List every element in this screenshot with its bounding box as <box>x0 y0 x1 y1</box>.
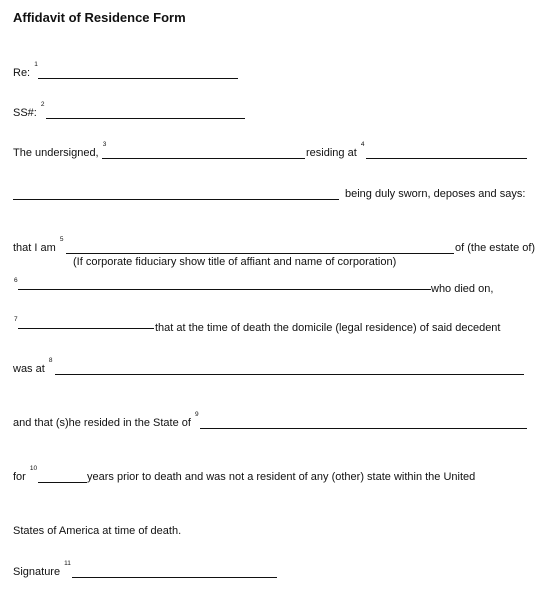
signature-field[interactable] <box>72 577 277 578</box>
estate-of-label: of (the estate of) <box>455 242 536 254</box>
who-died-on-label: who died on, <box>431 283 494 295</box>
signature-label: Signature <box>13 566 61 578</box>
address-continuation-field[interactable] <box>13 199 339 200</box>
footnote-11: 11 <box>64 560 71 567</box>
re-label-group <box>13 61 38 80</box>
undersigned-name-field[interactable] <box>102 158 305 159</box>
ss-label-group <box>13 101 45 120</box>
footnote-4: 4 <box>360 141 365 148</box>
footnote-7: 7 <box>14 316 18 323</box>
affiant-title-field[interactable] <box>66 253 454 254</box>
footnote-1: 1 <box>34 61 38 68</box>
i-am-label: that I am <box>13 242 56 254</box>
footnote-5: 5 <box>59 236 64 243</box>
state-label: and that (s)he resided in the State of <box>13 417 191 429</box>
footnote-9: 9 <box>195 411 199 418</box>
corporate-fiduciary-hint: (If corporate fiduciary show title of affiant and name of corporation) <box>73 256 397 268</box>
footnote-8: 8 <box>48 357 53 364</box>
sworn-statement: being duly sworn, deposes and says: <box>345 188 526 200</box>
ss-number-field[interactable] <box>46 118 245 119</box>
states-of-america-statement: States of America at time of death. <box>13 525 182 537</box>
undersigned-label: The undersigned, <box>13 147 99 159</box>
years-label-group <box>13 465 38 484</box>
residing-label-group <box>306 141 365 160</box>
ss-label: SS#: <box>13 107 37 119</box>
re-label: Re: <box>13 67 31 79</box>
years-statement: years prior to death and was not a resident of any (other) state within the United <box>87 471 476 483</box>
years-field[interactable] <box>38 482 87 483</box>
footnote-6: 6 <box>14 277 18 284</box>
death-date-note-group <box>13 316 18 335</box>
date-of-death-field[interactable] <box>18 328 154 329</box>
form-title: Affidavit of Residence Form <box>13 10 186 25</box>
residing-address-field[interactable] <box>366 158 527 159</box>
residing-label: residing at <box>306 147 357 159</box>
footnote-3: 3 <box>102 141 107 148</box>
footnote-10: 10 <box>29 465 38 472</box>
re-field[interactable] <box>38 78 238 79</box>
signature-label-group <box>13 560 71 579</box>
footnote-2: 2 <box>40 101 45 108</box>
i-am-label-group <box>13 236 64 255</box>
decedent-name-field[interactable] <box>18 289 431 290</box>
was-at-label-group <box>13 357 53 376</box>
state-field[interactable] <box>200 428 527 429</box>
domicile-statement: that at the time of death the domicile (legal residence) of said decedent <box>155 322 501 334</box>
for-label: for <box>13 471 26 483</box>
domicile-address-field[interactable] <box>55 374 524 375</box>
undersigned-label-group <box>13 141 107 160</box>
decedent-note-group <box>13 277 18 296</box>
was-at-label: was at <box>13 363 45 375</box>
state-label-group <box>13 411 199 430</box>
